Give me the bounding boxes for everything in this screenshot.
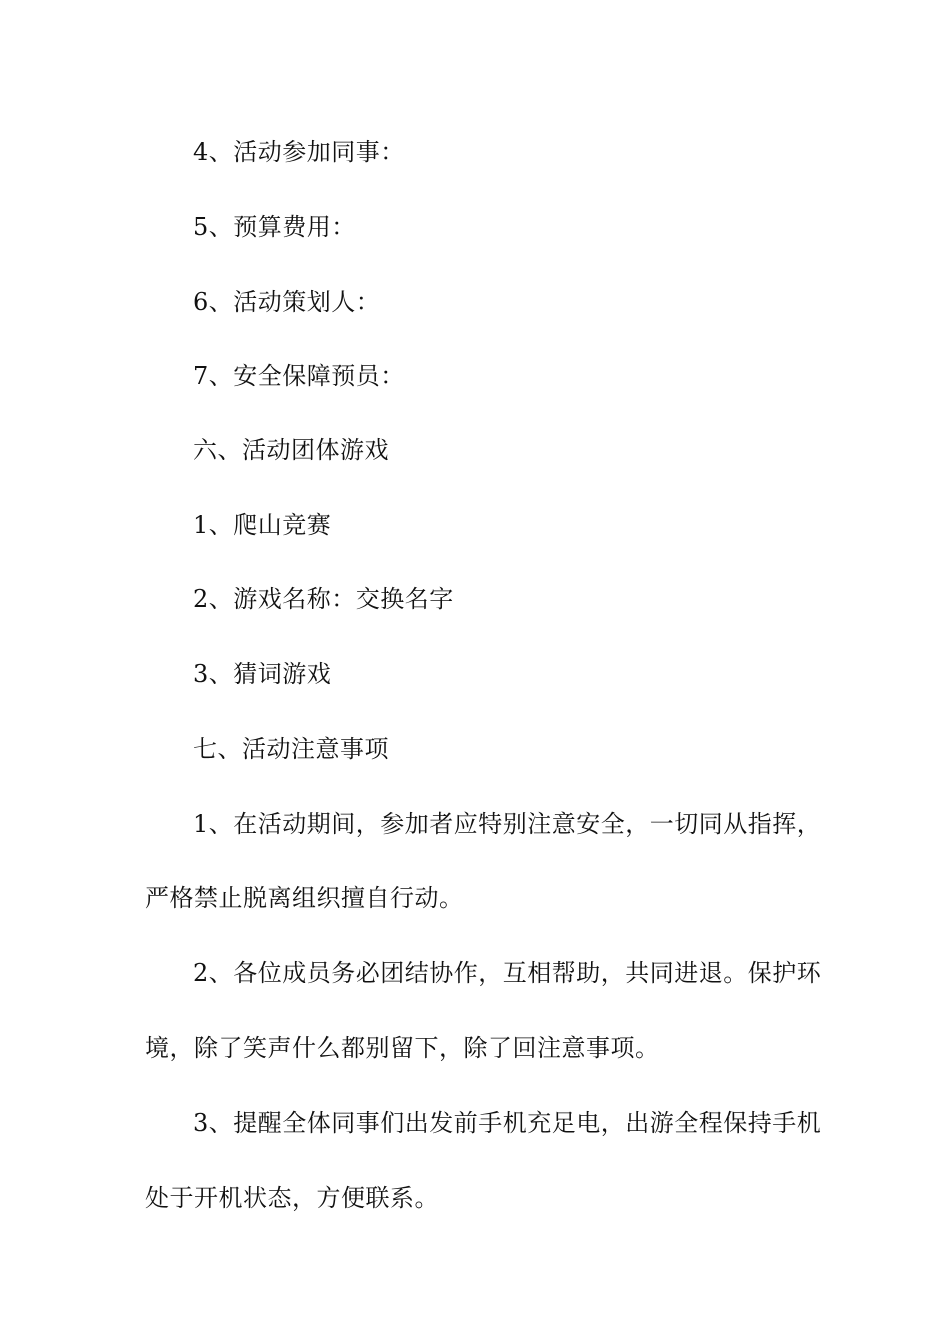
note-3-line-2: 处于开机状态，方便联系。 <box>145 1184 439 1212</box>
item-safety-staff: 7、安全保障预员： <box>193 362 405 390</box>
section-heading-group-games: 六、活动团体游戏 <box>193 436 389 464</box>
item-participants: 4、活动参加同事： <box>193 138 405 166</box>
item-planner: 6、活动策划人： <box>193 288 381 316</box>
note-1-line-1: 1、在活动期间，参加者应特别注意安全，一切同从指挥， <box>193 810 822 838</box>
game-item-name-swap: 2、游戏名称：交换名字 <box>193 585 454 613</box>
note-2-line-1: 2、各位成员务必团结协作，互相帮助，共同进退。保护环 <box>193 959 822 987</box>
note-1-line-2: 严格禁止脱离组织擅自行动。 <box>145 884 464 912</box>
item-budget: 5、预算费用： <box>193 213 356 241</box>
game-item-word-guess: 3、猜词游戏 <box>193 660 332 688</box>
game-item-climbing: 1、爬山竞赛 <box>193 511 332 539</box>
section-heading-notes: 七、活动注意事项 <box>193 735 389 763</box>
note-2-line-2: 境，除了笑声什么都别留下，除了回注意事项。 <box>145 1034 660 1062</box>
note-3-line-1: 3、提醒全体同事们出发前手机充足电，出游全程保持手机 <box>193 1109 822 1137</box>
